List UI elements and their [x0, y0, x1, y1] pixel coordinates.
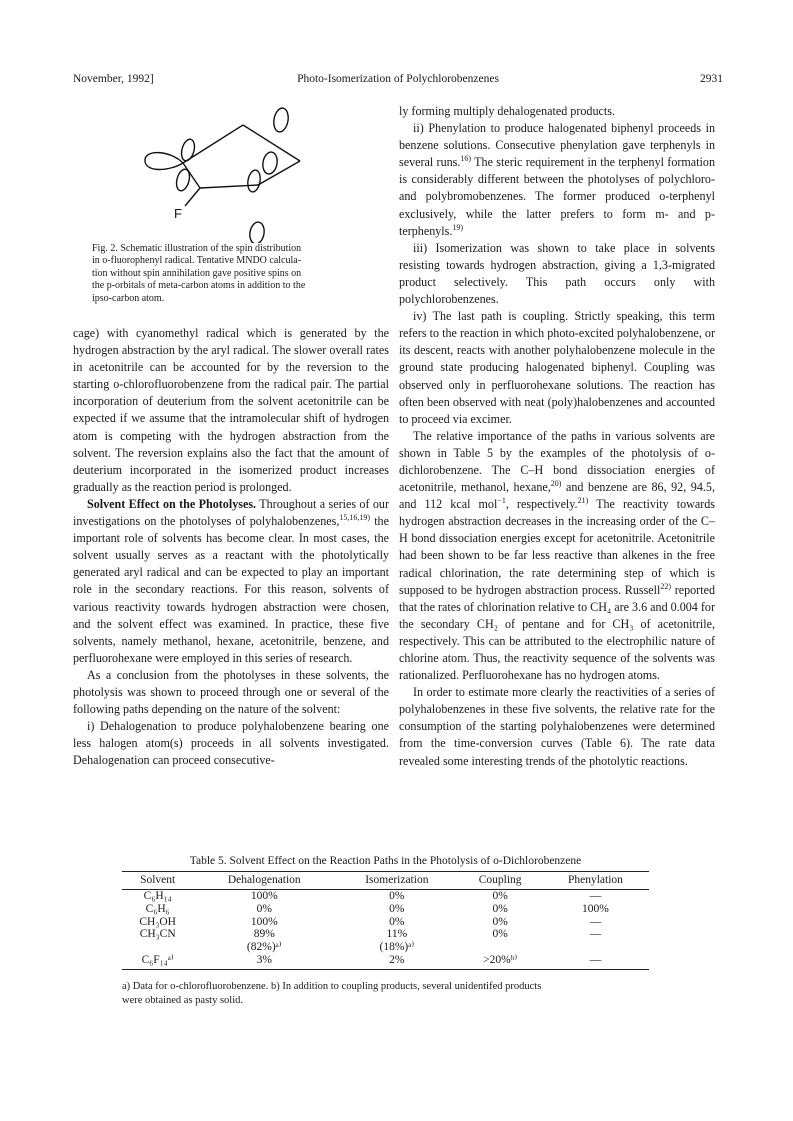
footnote: were obtained as pasty solid.	[122, 994, 244, 1006]
table-cell: 0%	[389, 915, 405, 928]
table-cell: 11%	[386, 928, 408, 941]
ring-bond	[200, 185, 258, 188]
table-cell: 0%	[256, 902, 272, 915]
table-cell: (18%)ᵃ⁾	[379, 941, 415, 954]
table-cell: CH₃CN	[139, 928, 176, 941]
text-run: Throughout a series of our investigations on the photolyses of polyhalobenzenes,	[73, 496, 389, 529]
table-cell: 0%	[389, 890, 405, 902]
table-cell: 0%	[492, 902, 508, 915]
p-orbital-upper-right	[261, 151, 279, 175]
table-cell: C₆F₁₄ᵃ⁾	[122, 954, 193, 969]
unit-exponent: −1	[497, 496, 506, 506]
table-cell: 0%	[492, 890, 508, 902]
table-cell: —	[589, 928, 602, 941]
paragraph: cage) with cyanomethyl radical which is generated by the hydrogen abstraction by the aryl radical. The slower overall rates in acetonitrile can be accounted for by the reversion to the starting o-chlorofluorobenzene from the radical pair. The partial incorporation of deuterium from the solvent acetonitrile can be expected if we assume that the intramolecular shift of hydrogen atom is competing with the hydrogen abstraction from the solvent. The reversion explains also the fact that the amount of deuterium incorporated in the isomerized product increases gradually as the reaction period is prolonged.	[73, 326, 389, 494]
citation: 16)	[460, 154, 472, 164]
text-run: The relative importance of the paths in various solvents are shown in Table 5 by the examples of the photolysis of o-dichlorobenzene. The C–H bond dissociation energies of acetonitrile, methanol, hexane,	[399, 428, 715, 495]
text-run: The reactivity towards hydrogen abstraction decreases in the increasing order of the C–H bond dissociation energies except for acetonitrile. Acetonitrile had been shown to be far less reactive than alkenes in the free radical chlorination, the rate determining step of which is supposed to be hydrogen abstraction process. Russell	[399, 497, 716, 597]
table-cell: 0%	[389, 902, 405, 915]
table-cell: 0%	[492, 928, 508, 941]
table-cell	[122, 941, 193, 954]
table-cell: 2%	[335, 954, 458, 969]
table-cell: >20%ᵇ⁾	[458, 954, 541, 969]
table-cell: —	[542, 954, 649, 969]
figure-caption	[92, 243, 379, 305]
table-footnotes	[122, 980, 662, 1007]
text-run: reported that the rates of chlorination relative to CH₄ are 3.6 and 0.004 for the secondary CH₂ of pentane and for CH₃ of acetonitrile, respectively. This can be attributed to the electrophilic nature of chlorine atom. Thus, the reactivity sequence of the solvents was rationalized. Perfluorohexane has no hydrogen atoms.	[399, 582, 715, 683]
right-column	[399, 103, 715, 770]
p-orbital-lower	[248, 221, 266, 243]
results-table	[122, 871, 649, 970]
table-cell: C₆H₆	[145, 902, 170, 915]
spin-distribution-diagram	[140, 103, 380, 243]
column-header: Dehalogenation	[193, 872, 335, 890]
table-5	[122, 855, 649, 970]
running-title: Photo-Isomerization of Polychlorobenzenes	[297, 73, 499, 85]
column-header: Solvent	[122, 872, 193, 890]
table-cell: CH₃OH	[139, 915, 176, 928]
text-run: and benzene are 86, 92, 94.5, and 112 kcal mol	[399, 480, 715, 512]
fluorine-label: F	[174, 206, 182, 221]
table-cell: C₆H₁₄	[143, 890, 172, 902]
running-header	[73, 73, 723, 89]
column-header: Phenylation	[542, 872, 649, 890]
table-cell: 100%	[250, 890, 278, 902]
paragraph-phenylation	[399, 120, 715, 240]
table-row	[122, 941, 649, 954]
text-run: The steric requirement in the terphenyl formation is considerably different between the photolyses of polychloro- and polybromobenzenes. The former produced o-terphenyl exclusively, while the latter prefers to form m- and p-terphenyls.	[399, 155, 715, 238]
ring-bond	[258, 161, 300, 185]
table-cell: 100%	[250, 915, 278, 928]
text-run: ii) Phenylation to produce halogenated biphenyl proceeds in benzene solutions. Consecutive phenylation gave terphenyls in several runs.	[399, 121, 715, 170]
table-cell: 89%	[253, 928, 275, 941]
ring-bond	[183, 163, 200, 188]
p-orbital-left-upper	[179, 138, 196, 162]
footnote: a) Data for o-chlorofluorobenzene. b) In addition to coupling products, several unidentifed products	[122, 981, 542, 992]
caption-line: the p-orbitals of meta-carbon atoms in addition to the	[92, 280, 306, 292]
table-cell: 3%	[193, 954, 335, 969]
citation: 22)	[660, 581, 672, 591]
paragraph: i) Dehalogenation to produce polyhalobenzene bearing one less halogen atom(s) proceeds in all solvents investigated. Dehalogenation can proceed consecutive-	[73, 719, 389, 768]
caption-line: in o-fluorophenyl radical. Tentative MNDO calcula-	[92, 255, 302, 267]
column-header: Coupling	[458, 872, 541, 890]
table-row	[122, 890, 649, 903]
p-orbital-middle	[246, 169, 262, 193]
sp2-radical-orbital	[145, 153, 183, 170]
paragraph-bond-energies	[399, 428, 715, 684]
paragraph: iv) The last path is coupling. Strictly speaking, this term refers to the reaction in which photo-excited polyhalobenzene, or its descent, reacts with another polyhalobenzene molecule in the ground state producing halogenated biphenyl. Coupling was observed only in perfluorohexane solutions. The reaction has often been observed with neat (poly)halobenzenes and accounted to proceed via excimer.	[399, 309, 715, 426]
left-column	[73, 325, 389, 769]
caption-line: ipso-carbon atom.	[92, 292, 165, 304]
section-heading: Solvent Effect on the Photolyses.	[87, 496, 257, 511]
issue-date: November, 1992]	[73, 73, 154, 85]
table-cell: (82%)ᵃ⁾	[246, 941, 282, 954]
table-cell: —	[589, 890, 602, 902]
text-run: , respectively.	[505, 497, 578, 512]
table-row	[122, 928, 649, 941]
table-cell: 100%	[582, 902, 609, 915]
table-header-row	[122, 872, 649, 890]
table-title: Table 5. Solvent Effect on the Reaction Paths in the Photolysis of o-Dichlorobenzene	[189, 855, 582, 867]
p-orbital-top	[272, 107, 290, 133]
table-row	[122, 916, 649, 929]
paragraph: As a conclusion from the photolyses in these solvents, the photolysis was shown to proceed through one or several of the following paths depending on the nature of the solvent:	[73, 667, 389, 717]
caption-line: tion without spin annihilation gave positive spins on	[92, 267, 302, 279]
page-number: 2931	[700, 73, 723, 85]
table-cell: —	[589, 915, 602, 928]
table-cell	[458, 941, 541, 954]
text-run: the important role of solvents has become clear. In most cases, the solvent usually serves as a reactant with the photolytically generated aryl radical and can be expected to play an important role in the secondary reactions. For this reason, solvents of various reactivity towards hydrogen abstraction were chosen, and the solvent effect was examined. In practice, these five solvents, namely methanol, hexane, acetonitrile, benzene, and perfluorohexane were employed in this series of research.	[73, 514, 389, 665]
column-header: Isomerization	[335, 872, 458, 890]
table-row	[122, 903, 649, 916]
caption-line: Fig. 2. Schematic illustration of the spin distribution	[92, 243, 302, 254]
citation: 19)	[452, 222, 464, 232]
citation: 15,16,19)	[339, 513, 371, 522]
citation: 20)	[550, 479, 562, 489]
paragraph-solvent-effect	[73, 496, 389, 667]
paragraph: iii) Isomerization was shown to take place in solvents resisting towards hydrogen abstraction, giving a 1,3-migrated product selectively. This path occurs only with polychlorobenzenes.	[399, 240, 715, 307]
citation: 21)	[577, 496, 589, 506]
table-row	[122, 954, 649, 969]
ring-bond	[243, 125, 300, 161]
table-cell: 0%	[492, 915, 508, 928]
p-orbital-left-lower	[174, 168, 191, 192]
paragraph: ly forming multiply dehalogenated products.	[399, 104, 615, 118]
paragraph: In order to estimate more clearly the reactivities of a series of polyhalobenzenes in these five solvents, the relative rate for the consumption of the starting polyhalobenzenes were determined from the time-conversion curves (Table 6). The rate data revealed some interesting trends of the photolytic reactions.	[399, 685, 715, 768]
table-cell	[542, 941, 649, 954]
c-f-bond	[185, 188, 200, 206]
